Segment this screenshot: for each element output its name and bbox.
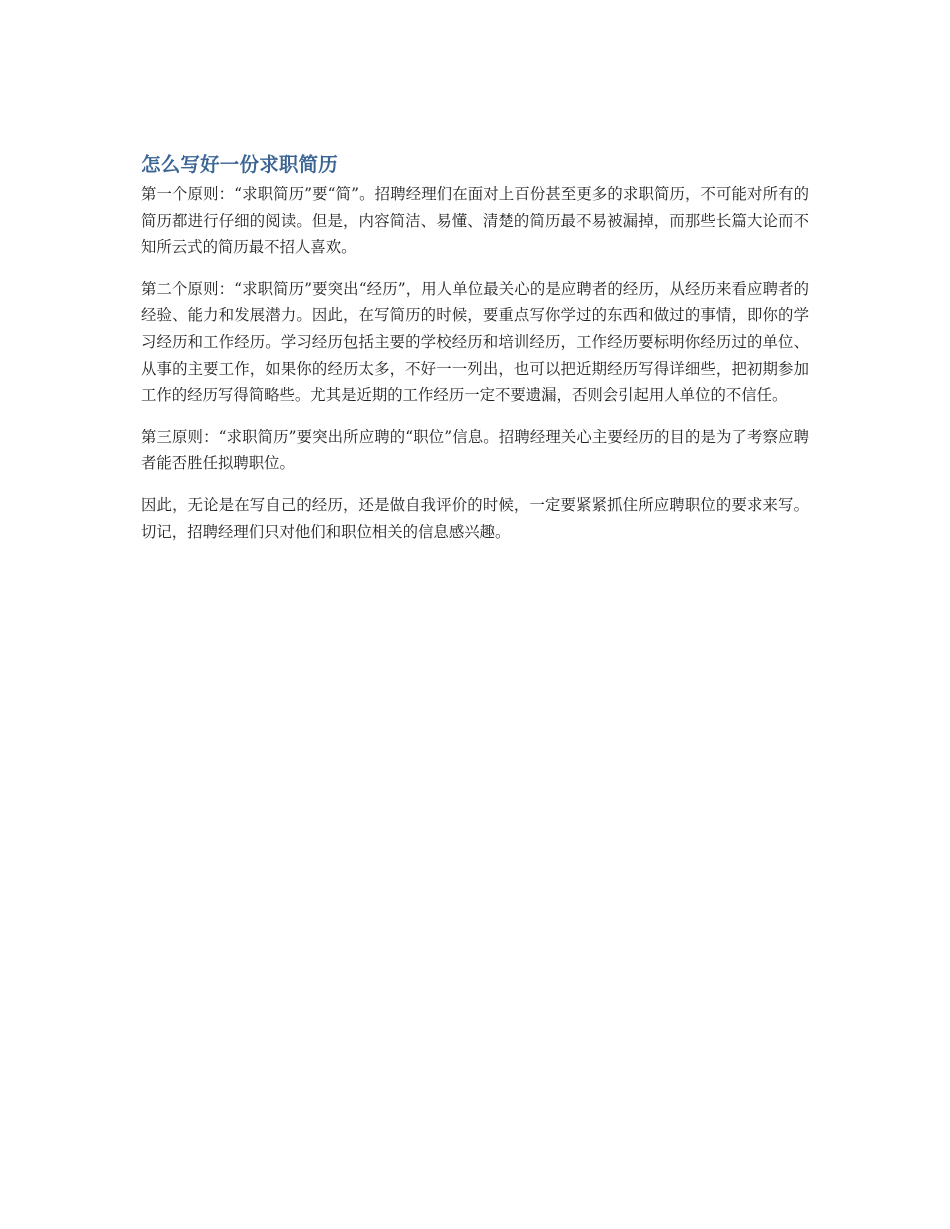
paragraph-principle-1: 第一个原则：“求职简历”要“简”。招聘经理们在面对上百份甚至更多的求职简历，不可能对所有的简历都进行仔细的阅读。但是，内容简洁、易懂、清楚的简历最不易被漏掉，而那些长篇大论而不知所云式的简历最不招人喜欢。 (141, 185, 809, 257)
paragraph-principle-3: 第三原则：“求职简历”要突出所应聘的“职位”信息。招聘经理关心主要经历的目的是为了考察应聘者能否胜任拟聘职位。 (141, 427, 809, 473)
paragraph-principle-2: 第二个原则：“求职简历”要突出“经历”，用人单位最关心的是应聘者的经历，从经历来看应聘者的经验、能力和发展潜力。因此，在写简历的时候，要重点写你学过的东西和做过的事情，即你的学习经历和工作经历。学习经历包括主要的学校经历和培训经历，工作经历要标明你经历过的单位、从事的主要工作，如果你的经历太多，不好一一列出，也可以把近期经历写得详细些，把初期参加工作的经历写得简略些。尤其是近期的工作经历一定不要遗漏，否则会引起用人单位的不信任。 (141, 279, 809, 405)
document-title: 怎么写好一份求职简历 (141, 153, 339, 176)
paragraph-conclusion: 因此，无论是在写自己的经历，还是做自我评价的时候，一定要紧紧抓住所应聘职位的要求来写。切记，招聘经理们只对他们和职位相关的信息感兴趣。 (141, 495, 809, 541)
document-content (141, 151, 809, 545)
